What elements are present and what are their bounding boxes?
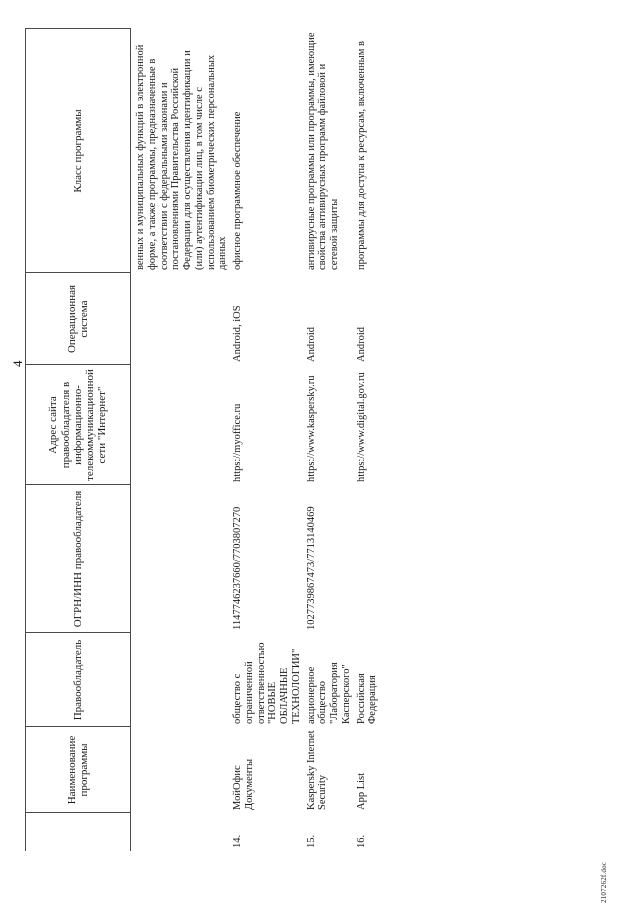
website: https://www.kaspersky.ru <box>305 375 317 482</box>
header-program-name: Наименование программы <box>26 727 131 813</box>
operating-system: Android <box>305 327 317 362</box>
ogrn-inn: 1027739867473/7713140469 <box>305 506 317 630</box>
ogrn-inn: 1147746237660/7703807270 <box>232 506 243 630</box>
continuation-row <box>131 29 230 851</box>
program-name: App List <box>355 772 367 810</box>
rights-holder: общество с ограниченной ответственностью "НОВЫЕ ОБЛАЧНЫЕ ТЕХНОЛОГИИ" <box>232 642 302 724</box>
header-ogrn-inn: ОГРН/ИНН правообладателя <box>26 485 131 633</box>
rights-holder: Российская Федерация <box>355 673 379 724</box>
program-name: Kaspersky Internet Security <box>305 730 329 810</box>
operating-system: Android, iOS <box>232 305 243 362</box>
row-number: 16. <box>355 834 367 848</box>
website: https://www.digital.gov.ru <box>355 372 367 482</box>
ogrn-inn <box>353 485 380 633</box>
table-row <box>229 29 303 851</box>
program-class: антивирусные программы или программы, имеющие свойства антивирусных программ файловой и сетевой защиты <box>305 32 340 270</box>
program-class: офисное программное обеспечение <box>232 111 243 270</box>
document-code: 2107262f.doc <box>600 861 608 903</box>
website: https://myoffice.ru <box>232 403 243 482</box>
page-number: 4 <box>10 360 25 367</box>
program-class: программы для доступа к ресурсам, включенным в <box>355 41 367 270</box>
table-row <box>303 29 353 851</box>
header-operating-system: Операционная система <box>26 273 131 365</box>
operating-system: Android <box>355 327 367 362</box>
row-number: 15. <box>305 834 317 848</box>
row-number: 14. <box>232 834 243 848</box>
continuation-class-text: венных и муниципальных функций в электронной форме, а также программы, предназначенные в соответствии с федеральными законами и постановлениями Правительства Российской Федерации для осуществления идентификации и (или) аутентификации лиц, в том числе с использованием биометрических персональных данных <box>135 44 229 270</box>
rights-holder: акционерное общество "Лаборатория Касперского" <box>305 662 352 724</box>
header-program-class: Класс программы <box>26 29 131 273</box>
table-header-row <box>26 29 131 851</box>
program-name: МойОфис Документы <box>232 758 255 810</box>
software-registry-table <box>25 29 379 852</box>
table-row <box>353 29 380 851</box>
header-website: Адрес сайта правообладателя в информационно-телекоммуникационной сети "Интернет" <box>26 365 131 485</box>
header-rights-holder: Правообладатель <box>26 633 131 727</box>
header-number <box>26 813 131 851</box>
